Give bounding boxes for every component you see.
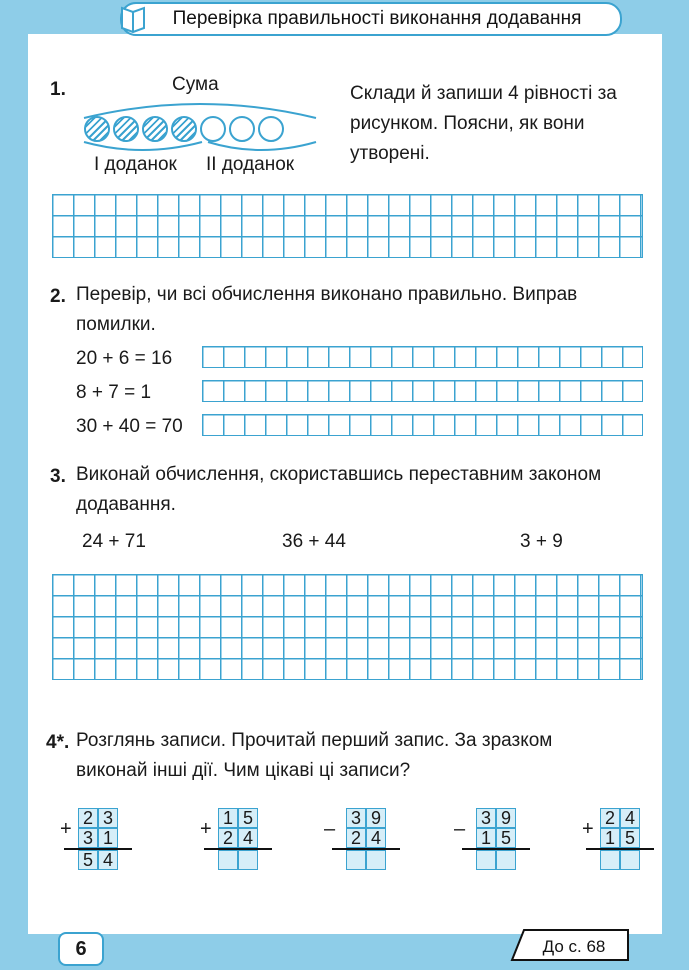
- top-digit[interactable]: 3: [476, 808, 496, 828]
- top-digit[interactable]: 3: [98, 808, 118, 828]
- reference-tab: [510, 928, 630, 962]
- operation-sign: +: [200, 818, 212, 840]
- operation-sign: +: [582, 818, 594, 840]
- result-digit[interactable]: [620, 850, 640, 870]
- result-digit[interactable]: [476, 850, 496, 870]
- addend1-label: I доданок: [94, 154, 177, 175]
- page-number: 6: [58, 932, 104, 966]
- operation-sign: –: [454, 818, 466, 840]
- operation-sign: –: [324, 818, 336, 840]
- task3-instruction-line1: Виконай обчислення, скориставшись переставним законом: [76, 464, 602, 485]
- task2-instruction-line2: помилки.: [76, 314, 156, 335]
- top-digit[interactable]: 2: [78, 808, 98, 828]
- task2-instruction-line1: Перевір, чи всі обчислення виконано правильно. Виправ: [76, 284, 578, 305]
- top-digit[interactable]: 9: [496, 808, 516, 828]
- bottom-digit[interactable]: 2: [218, 828, 238, 848]
- bottom-digit[interactable]: 5: [496, 828, 516, 848]
- bottom-digit[interactable]: 4: [366, 828, 386, 848]
- top-digit[interactable]: 5: [238, 808, 258, 828]
- result-digit[interactable]: [600, 850, 620, 870]
- task3-instruction-line2: додавання.: [76, 494, 176, 515]
- top-digit[interactable]: 2: [600, 808, 620, 828]
- correction-row-1[interactable]: [202, 346, 643, 368]
- result-digit[interactable]: [238, 850, 258, 870]
- equation-3: 30 + 40 = 70: [76, 416, 183, 437]
- bottom-digit[interactable]: 2: [346, 828, 366, 848]
- task4-instruction-line1: Розглянь записи. Прочитай перший запис. За зразком: [76, 730, 553, 751]
- writing-grid-1[interactable]: [52, 194, 643, 258]
- task4-number: 4*.: [46, 732, 70, 753]
- task2-number: 2.: [50, 286, 66, 307]
- result-digit[interactable]: 4: [98, 850, 118, 870]
- correction-row-2[interactable]: [202, 380, 643, 402]
- top-digit[interactable]: 4: [620, 808, 640, 828]
- top-digit[interactable]: 9: [366, 808, 386, 828]
- task4-instruction-line2: виконай інші дії. Чим цікаві ці записи?: [76, 760, 411, 781]
- section-title-text: Перевірка правильності виконання додавання: [172, 8, 582, 29]
- equation-1: 20 + 6 = 16: [76, 348, 173, 369]
- expression-3: 3 + 9: [520, 531, 563, 552]
- bottom-digit[interactable]: 1: [476, 828, 496, 848]
- operation-sign: +: [60, 818, 72, 840]
- equation-2: 8 + 7 = 1: [76, 382, 152, 403]
- sum-label: Сума: [172, 74, 219, 95]
- expression-1: 24 + 71: [82, 531, 146, 552]
- result-digit[interactable]: [366, 850, 386, 870]
- addend2-label: II доданок: [206, 154, 295, 175]
- task3-number: 3.: [50, 466, 66, 487]
- expression-2: 36 + 44: [282, 531, 346, 552]
- reference-text: До с. 68: [542, 937, 606, 956]
- writing-grid-3[interactable]: [52, 574, 643, 680]
- book-icon: [118, 2, 148, 36]
- correction-row-3[interactable]: [202, 414, 643, 436]
- result-digit[interactable]: 5: [78, 850, 98, 870]
- top-digit[interactable]: 1: [218, 808, 238, 828]
- task1-instruction-line1: Склади й запиши 4 рівності за: [350, 83, 617, 104]
- top-digit[interactable]: 3: [346, 808, 366, 828]
- bottom-digit[interactable]: 3: [78, 828, 98, 848]
- section-title: [120, 2, 622, 36]
- task1-number: 1.: [50, 79, 66, 100]
- task1-instruction-line2: рисунком. Поясни, як вони: [350, 113, 585, 134]
- result-digit[interactable]: [218, 850, 238, 870]
- task1-instruction-line3: утворені.: [350, 143, 430, 164]
- bottom-digit[interactable]: 1: [600, 828, 620, 848]
- bottom-digit[interactable]: 5: [620, 828, 640, 848]
- result-digit[interactable]: [346, 850, 366, 870]
- result-digit[interactable]: [496, 850, 516, 870]
- bottom-digit[interactable]: 1: [98, 828, 118, 848]
- bottom-digit[interactable]: 4: [238, 828, 258, 848]
